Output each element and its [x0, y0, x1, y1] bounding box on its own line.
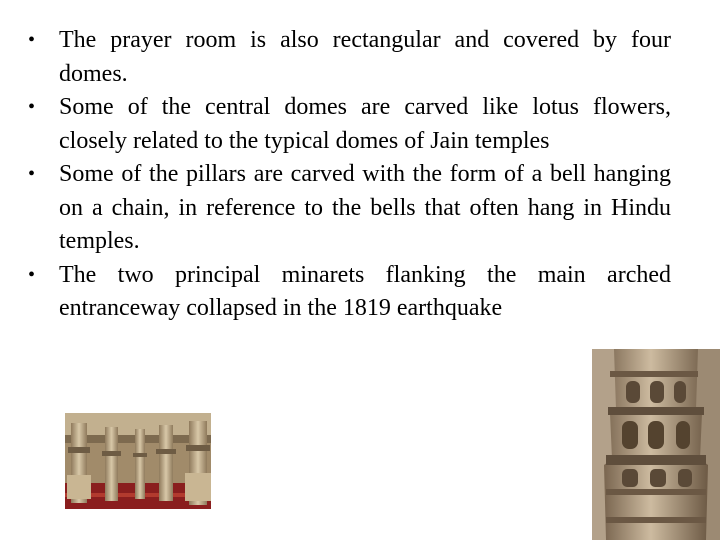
pillars-illustration	[65, 413, 211, 509]
bullet-text: Some of the central domes are carved like lotus flowers, closely related to the typical domes of Jain temples	[59, 94, 671, 154]
bullet-item	[28, 24, 671, 91]
bullet-item	[28, 91, 671, 158]
bullet-text: The prayer room is also rectangular and covered by four domes.	[59, 27, 671, 87]
bullet-dot-icon: •	[28, 29, 36, 51]
minaret-illustration	[592, 349, 720, 540]
bullet-dot-icon: •	[28, 263, 36, 286]
bullet-text: Some of the pillars are carved with the form of a bell hanging on a chain, in reference to the bells that often hang in Hindu temples.	[59, 161, 671, 254]
bullet-item	[28, 259, 671, 326]
bullet-dot-icon: •	[28, 163, 36, 185]
minaret-image	[592, 349, 720, 540]
bullet-text: The two principal minarets flanking the main arched entranceway collapsed in the 1819 earthquake	[59, 261, 671, 321]
bullet-list	[28, 24, 671, 326]
bullet-item	[28, 158, 671, 259]
bullet-dot-icon: •	[28, 96, 36, 118]
prayer-hall-pillars-image	[65, 413, 211, 509]
